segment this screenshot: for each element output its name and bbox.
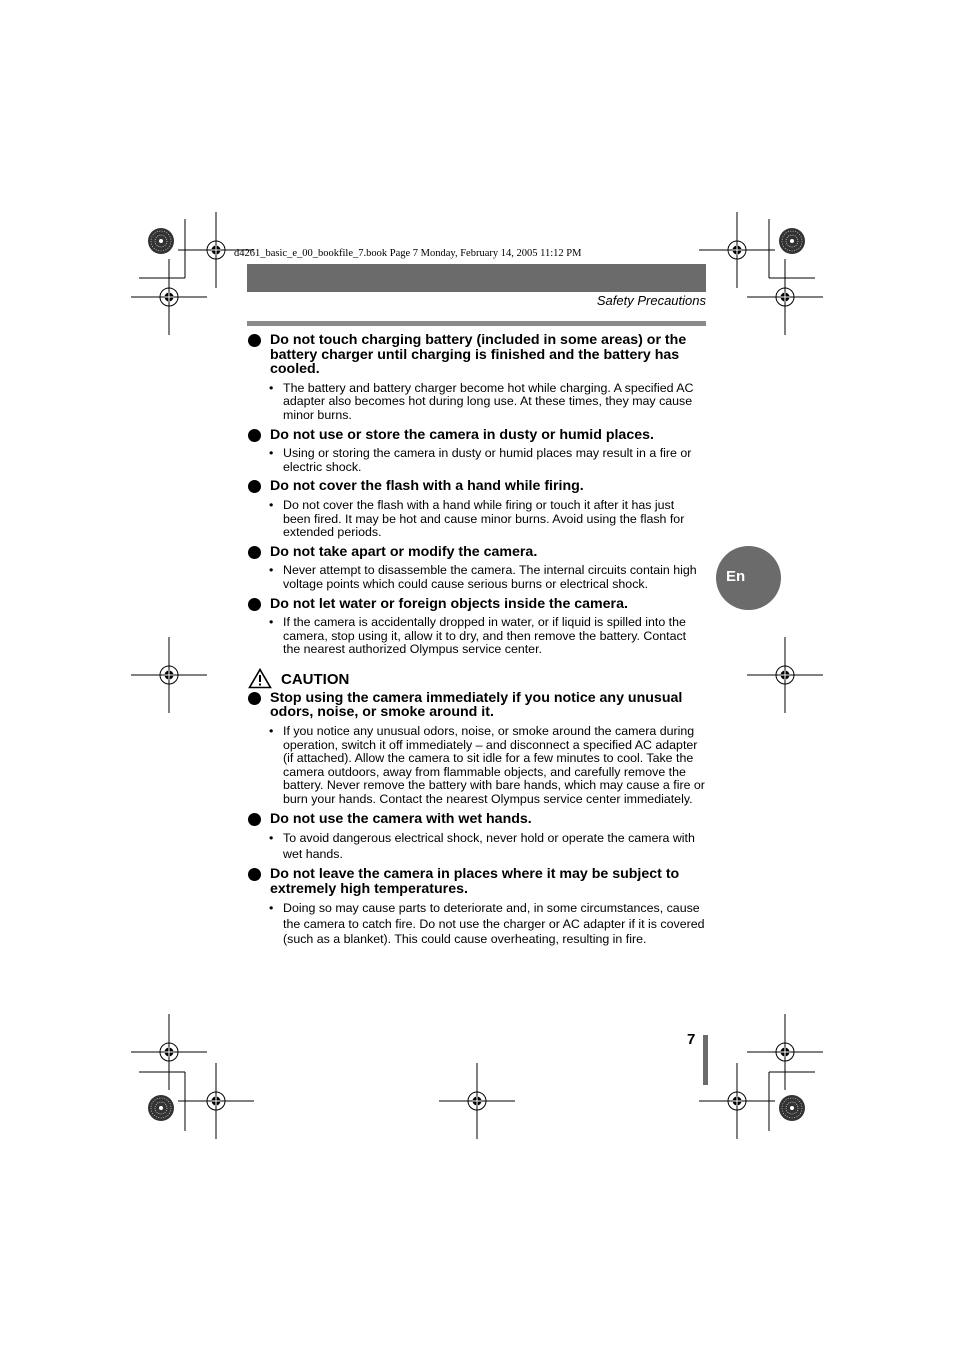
precaution-heading: Do not let water or foreign objects inside the camera.	[247, 597, 707, 612]
print-info: d4261_basic_e_00_bookfile_7.book Page 7 Monday, February 14, 2005 11:12 PM	[234, 248, 582, 259]
precaution-heading: Stop using the camera immediately if you notice any unusual odors, noise, or smoke around it.	[247, 691, 707, 720]
precaution-text: • The battery and battery charger become hot while charging. A specified AC adapter also becomes hot during long use. At these times, they may cause minor burns.	[269, 380, 694, 422]
precaution-item	[247, 333, 707, 423]
precaution-text: • Do not cover the flash with a hand while firing or touch it after it has just been fired. It may be hot and cause minor burns. Avoid using the flash for extended periods.	[269, 497, 685, 540]
precaution-item	[247, 867, 707, 948]
bullet-dot	[248, 546, 261, 559]
precaution-heading: Do not use or store the camera in dusty or humid places.	[247, 428, 707, 443]
bullet-dot	[248, 480, 261, 493]
warning-triangle-icon	[248, 668, 272, 689]
bullet-dot	[248, 429, 261, 442]
language-tab: En	[716, 546, 781, 610]
header-bar	[247, 264, 706, 292]
precaution-text: • If the camera is accidentally dropped in water, or if liquid is spilled into the camera, stop using it, allow it to dry, and then remove the battery. Contact the nearest authorized Olympus service center.	[269, 615, 687, 657]
precaution-heading: Do not leave the camera in places where it may be subject to extremely high temperatures.	[247, 867, 707, 896]
bullet-dot	[248, 598, 261, 611]
precaution-text: • Never attempt to disassemble the camera. The internal circuits contain high voltage points which could cause serious burns or electrical shock.	[269, 563, 697, 591]
page-number: 7	[687, 1031, 696, 1048]
header-rule	[247, 321, 706, 326]
precaution-item	[247, 597, 707, 657]
caution-heading: CAUTION	[247, 671, 707, 689]
precaution-heading: Do not touch charging battery (included in some areas) or the battery charger until charging is finished and the battery has cooled.	[247, 333, 707, 377]
bullet-dot	[248, 692, 261, 705]
precaution-heading: Do not take apart or modify the camera.	[247, 545, 707, 560]
precaution-heading: Do not cover the flash with a hand while firing.	[247, 479, 707, 494]
precaution-text: • Doing so may cause parts to deteriorate and, in some circumstances, cause the camera to catch fire. Do not use the charger or AC adapter if it is covered (such as a blanket). This could cause overheating, resulting in fire.	[269, 901, 705, 947]
page-number-bar	[703, 1035, 708, 1085]
bullet-dot	[248, 334, 261, 347]
precaution-item	[247, 812, 707, 863]
page-content	[247, 333, 707, 948]
bullet-dot	[248, 813, 261, 826]
precaution-item	[247, 545, 707, 592]
precaution-heading: Do not use the camera with wet hands.	[247, 812, 707, 827]
section-title: Safety Precautions	[596, 293, 706, 308]
precaution-item	[247, 479, 707, 539]
precaution-item	[247, 691, 707, 807]
precaution-text: • Using or storing the camera in dusty or humid places may result in a fire or electric shock.	[269, 446, 692, 474]
precaution-item	[247, 428, 707, 475]
precaution-text: • If you notice any unusual odors, noise, or smoke around the camera during operation, switch it off immediately – and disconnect a specified AC adapter (if attached). Allow the camera to sit idle for a few minutes to cool. Take the camera outdoors, away from flammable objects, and carefully remove the battery. Never remove the battery with bare hands, which may cause a fire or burn your hands. Contact the nearest Olympus service center immediately.	[269, 724, 705, 807]
precaution-text: • To avoid dangerous electrical shock, never hold or operate the camera with wet hands.	[269, 831, 695, 861]
bullet-dot	[248, 868, 261, 881]
